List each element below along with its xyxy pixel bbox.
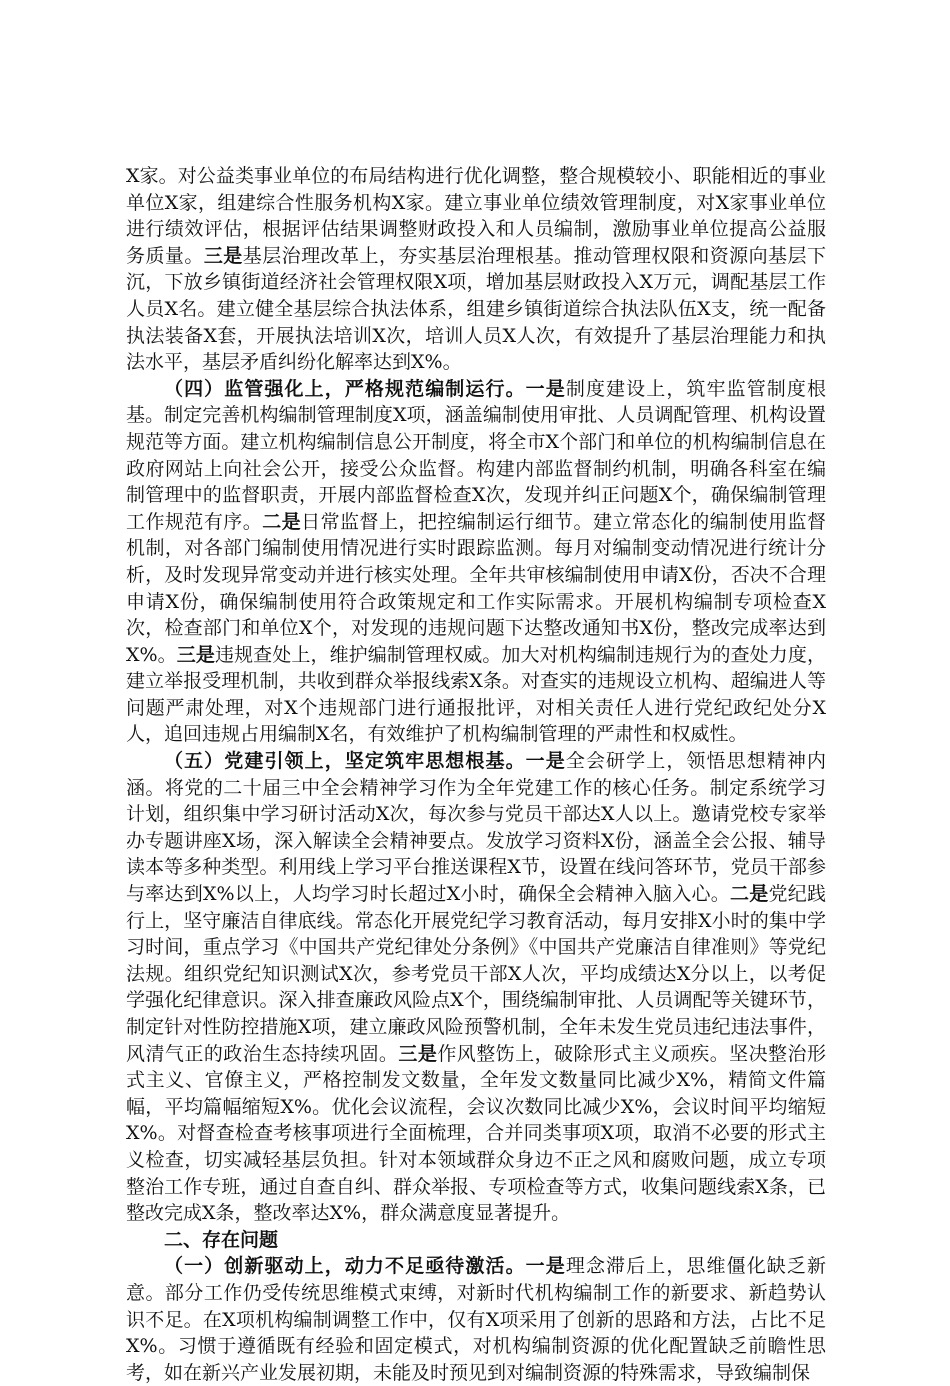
paragraph-text: 作风整饬上，破除形式主义顽疾。坚决整治形式主义、官僚主义，严格控制发文数量，全年发文数量同比减少X%，精简文件篇幅，平均篇幅缩短X%。优化会议流程，会议次数同比减少X%，会议时间平均缩短X%。对督查检查考核事项进行全面梳理，合并同类事项X项，取消不必要的形式主义检查，切实减轻基层负担。针对本领域群众身边不正之风和腐败问题，成立专项整治工作专班，通过自查自纠、群众举报、专项检查等方式，收集问题线索X条，已整改完成X条，整改率达X%，群众满意度显著提升。 — [126, 1042, 826, 1225]
document-page — [126, 163, 826, 1386]
bold-lead-text: （五）党建引领上，坚定筑牢思想根基。一是 — [164, 750, 566, 773]
bold-lead-text: 二是 — [262, 510, 302, 533]
bold-lead-text: 三是 — [203, 244, 243, 267]
closing-paragraph-lead: （一）创新驱动上，动力不足亟待激活。一是 — [164, 1255, 566, 1278]
paragraph-text: X家。对公益类事业单位的布局结构进行优化调整，整合规模较小、职能相近的事业单位X家，组建综合性服务机构X家。建立事业单位绩效管理制度，对X家事业单位进行绩效评估，根据评估结果调整财政投入和人员编制，激励事业单位提高公益服务质量。 — [126, 165, 826, 267]
paragraph-text: 全会研学上，领悟思想精神内涵。将党的二十届三中全会精神学习作为全年党建工作的核心任务。制定系统学习计划，组织集中学习研讨活动X次，每次参与党员干部达X人以上。邀请党校专家举办专题讲座X场，深入解读全会精神要点。发放学习资料X份，涵盖全会公报、辅导读本等多种类型。利用线上学习平台推送课程X节，设置在线问答环节，党员干部参与率达到X%以上，人均学习时长超过X小时，确保全会精神入脑入心。 — [126, 750, 826, 906]
paragraph — [126, 376, 826, 748]
section-heading: 二、存在问题 — [164, 1228, 279, 1251]
document-body — [126, 163, 826, 1227]
paragraph-text: 制度建设上，筑牢监管制度根基。制定完善机构编制管理制度X项，涵盖编制使用审批、人员调配管理、机构设置规范等方面。建立机构编制信息公开制度，将全市X个部门和单位的机构编制信息在政府网站上向社会公开，接受公众监督。构建内部监督制约机制，明确各科室在编制管理中的监督职责，开展内部监督检查X次，发现并纠正问题X个，确保编制管理工作规范有序。 — [126, 377, 826, 533]
bold-lead-text: 三是 — [176, 643, 215, 666]
bold-lead-text: 二是 — [729, 883, 769, 906]
closing-paragraph — [126, 1253, 826, 1386]
bold-lead-text: （四）监管强化上，严格规范编制运行。一是 — [164, 377, 566, 400]
closing-paragraph-body: 理念滞后上，思维僵化缺乏新意。部分工作仍受传统思维模式束缚，对新时代机构编制工作的新要求、新趋势认识不足。在X项机构编制调整工作中，仅有X项采用了创新的思路和方法，占比不足X%。习惯于遵循既有经验和固定模式，对机构编制资源的优化配置缺乏前瞻性思考，如在新兴产业发展初期，未能及时预见到对编制资源的特殊需求，导致编制保 — [126, 1255, 826, 1384]
paragraph — [126, 163, 826, 376]
paragraph-text: 日常监督上，把控编制运行细节。建立常态化的编制使用监督机制，对各部门编制使用情况进行实时跟踪监测。每月对编制变动情况进行统计分析，及时发现异常变动并进行核实处理。全年共审核编制使用申请X份，否决不合理申请X份，确保编制使用符合政策规定和工作实际需求。开展机构编制专项检查X次，检查部门和单位X个，对发现的违规问题下达整改通知书X份，整改完成率达到X%。 — [126, 510, 826, 666]
paragraph — [126, 748, 826, 1227]
paragraph-text: 违规查处上，维护编制管理权威。加大对机构编制违规行为的查处力度，建立举报受理机制，共收到群众举报线索X条。对查实的违规设立机构、超编进人等问题严肃处理，对X个违规部门进行通报批评，对相关责任人进行党纪政纪处分X人，追回违规占用编制X名，有效维护了机构编制管理的严肃性和权威性。 — [126, 643, 826, 746]
paragraph-text: 党纪践行上，坚守廉洁自律底线。常态化开展党纪学习教育活动，每月安排X小时的集中学习时间，重点学习《中国共产党纪律处分条例》《中国共产党廉洁自律准则》等党纪法规。组织党纪知识测试X次，参考党员干部X人次，平均成绩达X分以上，以考促学强化纪律意识。深入排查廉政风险点X个，围绕编制审批、人员调配等关键环节，制定针对性防控措施X项，建立廉政风险预警机制，全年未发生党员违纪违法事件，风清气正的政治生态持续巩固。 — [126, 883, 826, 1065]
bold-lead-text: 三是 — [398, 1042, 438, 1065]
paragraph-text: 基层治理改革上，夯实基层治理根基。推动管理权限和资源向基层下沉，下放乡镇街道经济社会管理权限X项，增加基层财政投入X万元，调配基层工作人员X名。建立健全基层综合执法体系，组建乡镇街道综合执法队伍X支，统一配备执法装备X套，开展执法培训X次，培训人员X人次，有效提升了基层治理能力和执法水平，基层矛盾纠纷化解率达到X%。 — [126, 244, 826, 374]
